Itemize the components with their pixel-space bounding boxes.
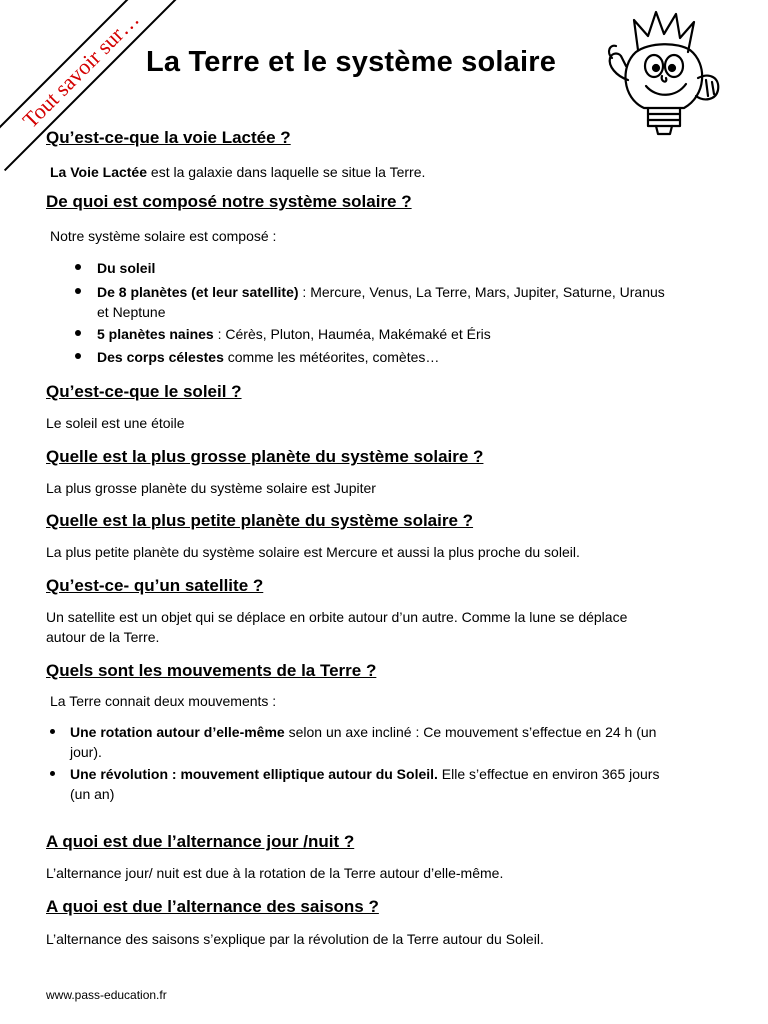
- intro-systeme-solaire: Notre système solaire est composé :: [50, 228, 277, 244]
- section-title-satellite: Qu’est-ce- qu’un satellite ?: [46, 576, 264, 595]
- list-item-bold: Une révolution : mouvement elliptique autour du Soleil.: [70, 766, 438, 782]
- answer-bold: La Voie Lactée: [50, 164, 148, 180]
- page-title: La Terre et le système solaire: [146, 46, 557, 78]
- list-item-bold: Des corps célestes: [97, 349, 224, 365]
- answer-line: Un satellite est un objet qui se déplace en orbite autour d’un autre. Comme la lune se déplace: [46, 609, 628, 625]
- list-item: [97, 347, 737, 370]
- list-item-bold: Du soleil: [97, 260, 156, 276]
- list-item: [97, 324, 737, 347]
- section-title-systeme-solaire: De quoi est composé notre système solaire ?: [46, 192, 412, 211]
- list-item: [97, 258, 737, 281]
- section-title-plus-petite-planete: Quelle est la plus petite planète du système solaire ?: [46, 511, 474, 530]
- bullet-icon: [75, 353, 81, 359]
- bullet-icon: [75, 288, 81, 294]
- list-item-text: selon un axe incliné : Ce mouvement s’effectue en 24 h (un: [284, 724, 657, 740]
- list-item: [70, 764, 730, 806]
- list-item-bold: De 8 planètes (et leur satellite): [97, 284, 299, 300]
- list-systeme-solaire: [97, 258, 737, 370]
- section-title-jour-nuit: A quoi est due l’alternance jour /nuit ?: [46, 832, 355, 851]
- section-title-saisons: A quoi est due l’alternance des saisons ?: [46, 897, 379, 916]
- bullet-icon: [50, 771, 55, 776]
- answer-line: autour de la Terre.: [46, 629, 160, 645]
- footer-website-link[interactable]: www.pass-education.fr: [46, 988, 167, 1002]
- answer-plus-petite-planete: La plus petite planète du système solaire est Mercure et aussi la plus proche du soleil.: [46, 544, 580, 560]
- lightbulb-mascot-icon: [598, 6, 730, 142]
- answer-jour-nuit: L’alternance jour/ nuit est due à la rotation de la Terre autour d’elle-même.: [46, 865, 504, 881]
- answer-text: est la galaxie dans laquelle se situe la Terre.: [147, 164, 426, 180]
- list-item-text-continued: (un an): [70, 786, 115, 802]
- list-item-text: : Cérès, Pluton, Hauméa, Makémaké et Éris: [213, 326, 491, 342]
- answer-soleil: Le soleil est une étoile: [46, 415, 185, 431]
- list-item-text: : Mercure, Venus, La Terre, Mars, Jupiter, Saturne, Uranus: [298, 284, 665, 300]
- bullet-icon: [75, 264, 81, 270]
- answer-satellite: [46, 607, 726, 647]
- list-item-text-continued: jour).: [70, 744, 102, 760]
- answer-voie-lactee: [50, 162, 730, 182]
- section-title-voie-lactee: Qu’est-ce-que la voie Lactée ?: [46, 128, 291, 147]
- list-item: [97, 282, 737, 324]
- list-item-text-continued: et Neptune: [97, 304, 166, 320]
- list-item-bold: 5 planètes naines: [97, 326, 214, 342]
- list-item: [70, 722, 730, 764]
- intro-mouvements-terre: La Terre connait deux mouvements :: [50, 693, 277, 709]
- list-item-text: Elle s’effectue en environ 365 jours: [437, 766, 660, 782]
- section-title-soleil: Qu’est-ce-que le soleil ?: [46, 382, 242, 401]
- bullet-icon: [50, 729, 55, 734]
- section-title-plus-grosse-planete: Quelle est la plus grosse planète du système solaire ?: [46, 447, 484, 466]
- answer-saisons: L’alternance des saisons s’explique par la révolution de la Terre autour du Soleil.: [46, 931, 544, 947]
- list-item-text: comme les météorites, comètes…: [223, 349, 440, 365]
- corner-banner-text: Tout savoir sur…: [17, 6, 144, 133]
- list-item-bold: Une rotation autour d’elle-même: [70, 724, 285, 740]
- bullet-icon: [75, 330, 81, 336]
- section-title-mouvements-terre: Quels sont les mouvements de la Terre ?: [46, 661, 377, 680]
- list-mouvements-terre: [70, 722, 730, 806]
- answer-plus-grosse-planete: La plus grosse planète du système solaire est Jupiter: [46, 480, 376, 496]
